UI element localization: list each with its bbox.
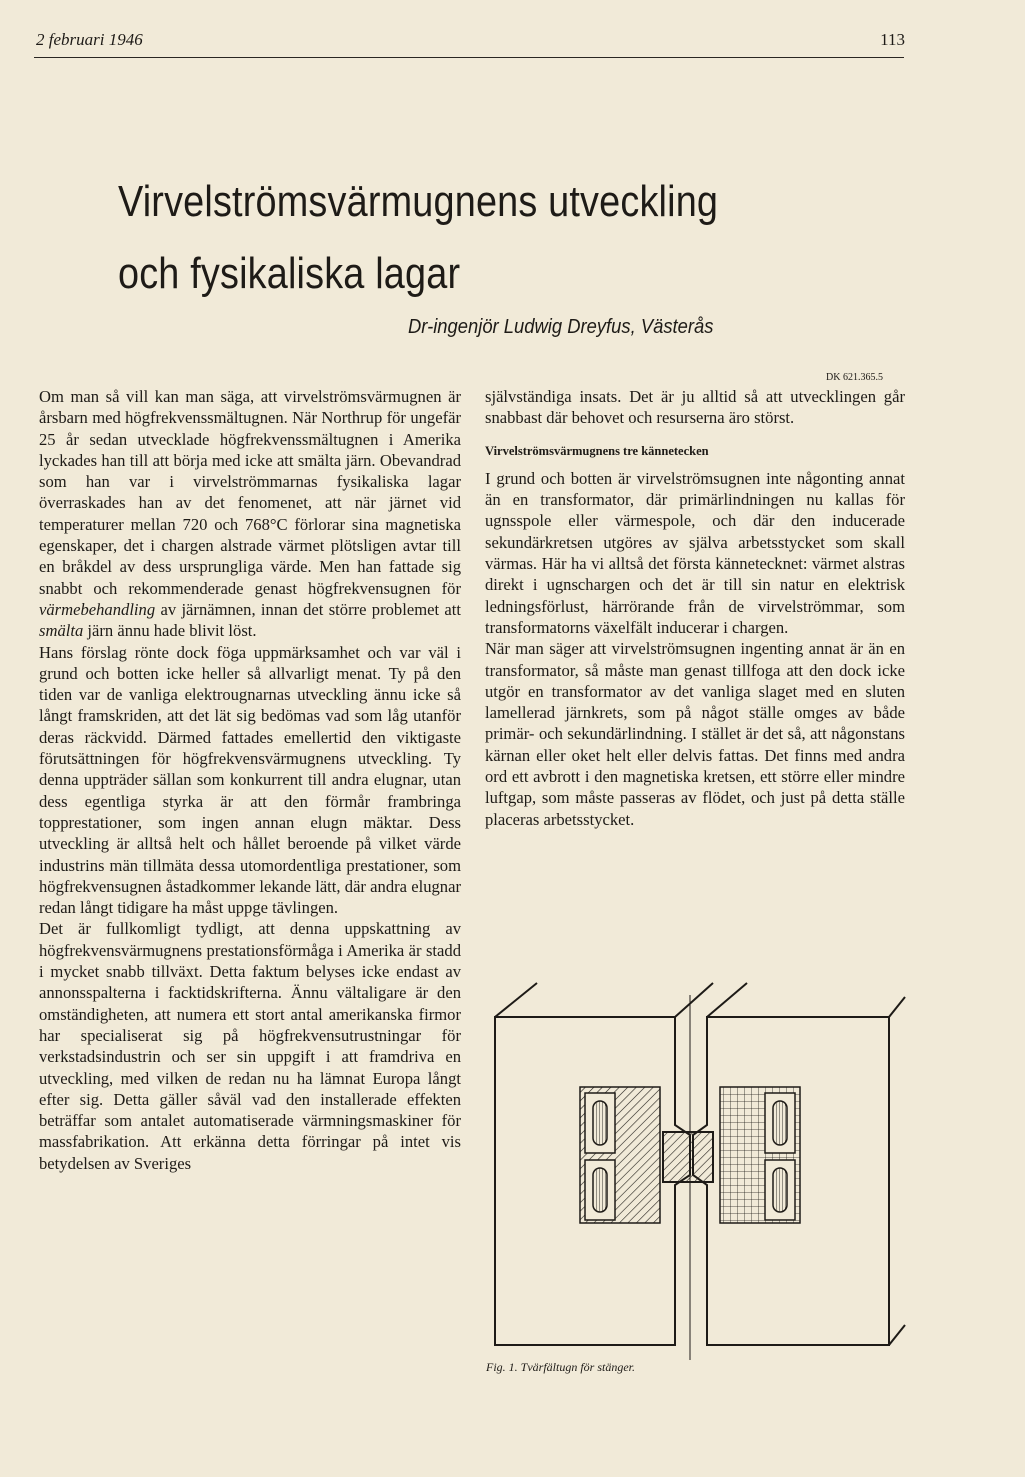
title-line-1: Virvelströmsvärmugnens utveckling: [118, 177, 719, 226]
paragraph: Om man så vill kan man säga, att virvelströmsvärmugnen är årsbarn med högfrekvenssmältugnen. När Northrup för ungefär 25 år sedan utvecklade högfrekvenssmältugnen i Amerika lyckades han till att börja med icke att smälta järn. Obevandrad som han var i virvelströmmarnas fysikaliska lagar överraskades han av det fenomenet, att när järnet vid temperaturer mellan 720 och 768°C förlorar sina magnetiska egenskaper, det i chargen alstrade värmet plötsligen avtar till en bråkdel av dess ursprungliga värde. Men han fattade sig snabbt och rekommenderade genast högfrekvensugnen för värmebehandling av järnämnen, innan det större problemet att smälta järn ännu hade blivit löst.: [39, 387, 461, 641]
paragraph: När man säger att virvelströmsugnen ingenting annat är än en transformator, så måste man genast tillfoga att den dock icke utgör en transformator av det vanliga slaget med en sluten lamellerad järnkrets, som på något ställe omges av både primär- och sekundärlindning. I stället är det så, att någonstans kärnan eller oket helt eller delvis fattas. Det finns med andra ord ett avbrott i den magnetiska kretsen, ett större eller mindre luftgap, som måste passeras av flödet, och just på detta ställe placeras arbetsstycket.: [485, 639, 905, 829]
right-coil: [720, 1087, 800, 1223]
paragraph: Hans förslag rönte dock föga uppmärksamhet och var väl i grund och botten icke heller så allvarligt menat. Ty på den tiden var de vanliga elektrougnarnas utveckling ännu icke så långt framskriden, att det lät sig bedömas vad som låg utanför deras räckvidd. Därmed fattades emellertid den viktigaste förutsättningen för högfrekvensvärmugnens utveckling. Ty denna uppträder sällan som konkurrent till andra elugnar, utan dess egentliga styrka är att den förmår frambringa topprestationer, som ingen annan elugn mäktar. Dess utveckling är alltså helt och hållet beroende på vilket värde industrins män tillmäta dessa utomordentliga prestationer, som högfrekvensugnen åstadkommer lekande lätt, där andra elugnar redan långt tidigare ha måst uppge tävlingen.: [39, 642, 461, 918]
header-divider: [34, 57, 904, 58]
paragraph: självständiga insats. Det är ju alltid så att utvecklingen går snabbast där behovet och resurserna äro störst.: [485, 387, 905, 428]
running-header-date: 2 februari 1946: [36, 30, 143, 49]
article-title: [118, 166, 772, 310]
paragraph: I grund och botten är virvelströmsugnen inte någonting annat än en transformator, där primärlindningen nu kallas för ugnsspole eller värmespole, och där den inducerade sekundärkretsen utgöres av själva arbetsstycket som skall värmas. Här ha vi alltså det första kännetecknet: värmet alstras direkt i ugnschargen och det är till sin natur en elektrisk ledningsförlust, härrörande från de virvelströmmar, som transformatorns växelfält inducerar i chargen.: [485, 468, 905, 637]
section-heading: Virvelströmsvärmugnens tre kännetecken: [485, 443, 709, 458]
emphasis: smälta: [39, 621, 84, 641]
author-byline: Dr-ingenjör Ludwig Dreyfus, Västerås: [408, 316, 714, 338]
title-line-2: och fysikaliska lagar: [118, 249, 461, 298]
figure-transverse-field-furnace: [485, 975, 907, 1365]
left-column: [39, 386, 461, 1406]
page-number: 113: [880, 30, 905, 49]
workpiece-bar: [663, 1132, 713, 1182]
right-column: [485, 386, 905, 966]
emphasis: värmebehandling: [39, 599, 156, 619]
left-coil: [580, 1087, 660, 1223]
paragraph: Det är fullkomligt tydligt, att denna uppskattning av högfrekvensvärmugnens prestationsförmåga i Amerika är stadd i mycket snabb tillväxt. Detta faktum belyses icke endast av annonsspalterna i facktidskrifterna. Ännu vältaligare är den omständigheten, att numera ett stort antal amerikanska firmor har specialiserat sig på högfrekvensutrustningar för verkstadsindustrin och ser sin uppgift i att framdriva en utveckling, med vilken de redan nu ha lämnat Europa långt efter sig. Detta gäller såväl vad den installerade effekten beträffar som antalet automatiserade värmningsmaskiner för massfabrikation. Att erkänna detta förringar på intet vis betydelsen av Sveriges: [39, 919, 461, 1173]
classification-code: DK 621.365.5: [826, 372, 883, 383]
figure-caption: Fig. 1. Tvärfältugn för stänger.: [486, 1360, 636, 1374]
